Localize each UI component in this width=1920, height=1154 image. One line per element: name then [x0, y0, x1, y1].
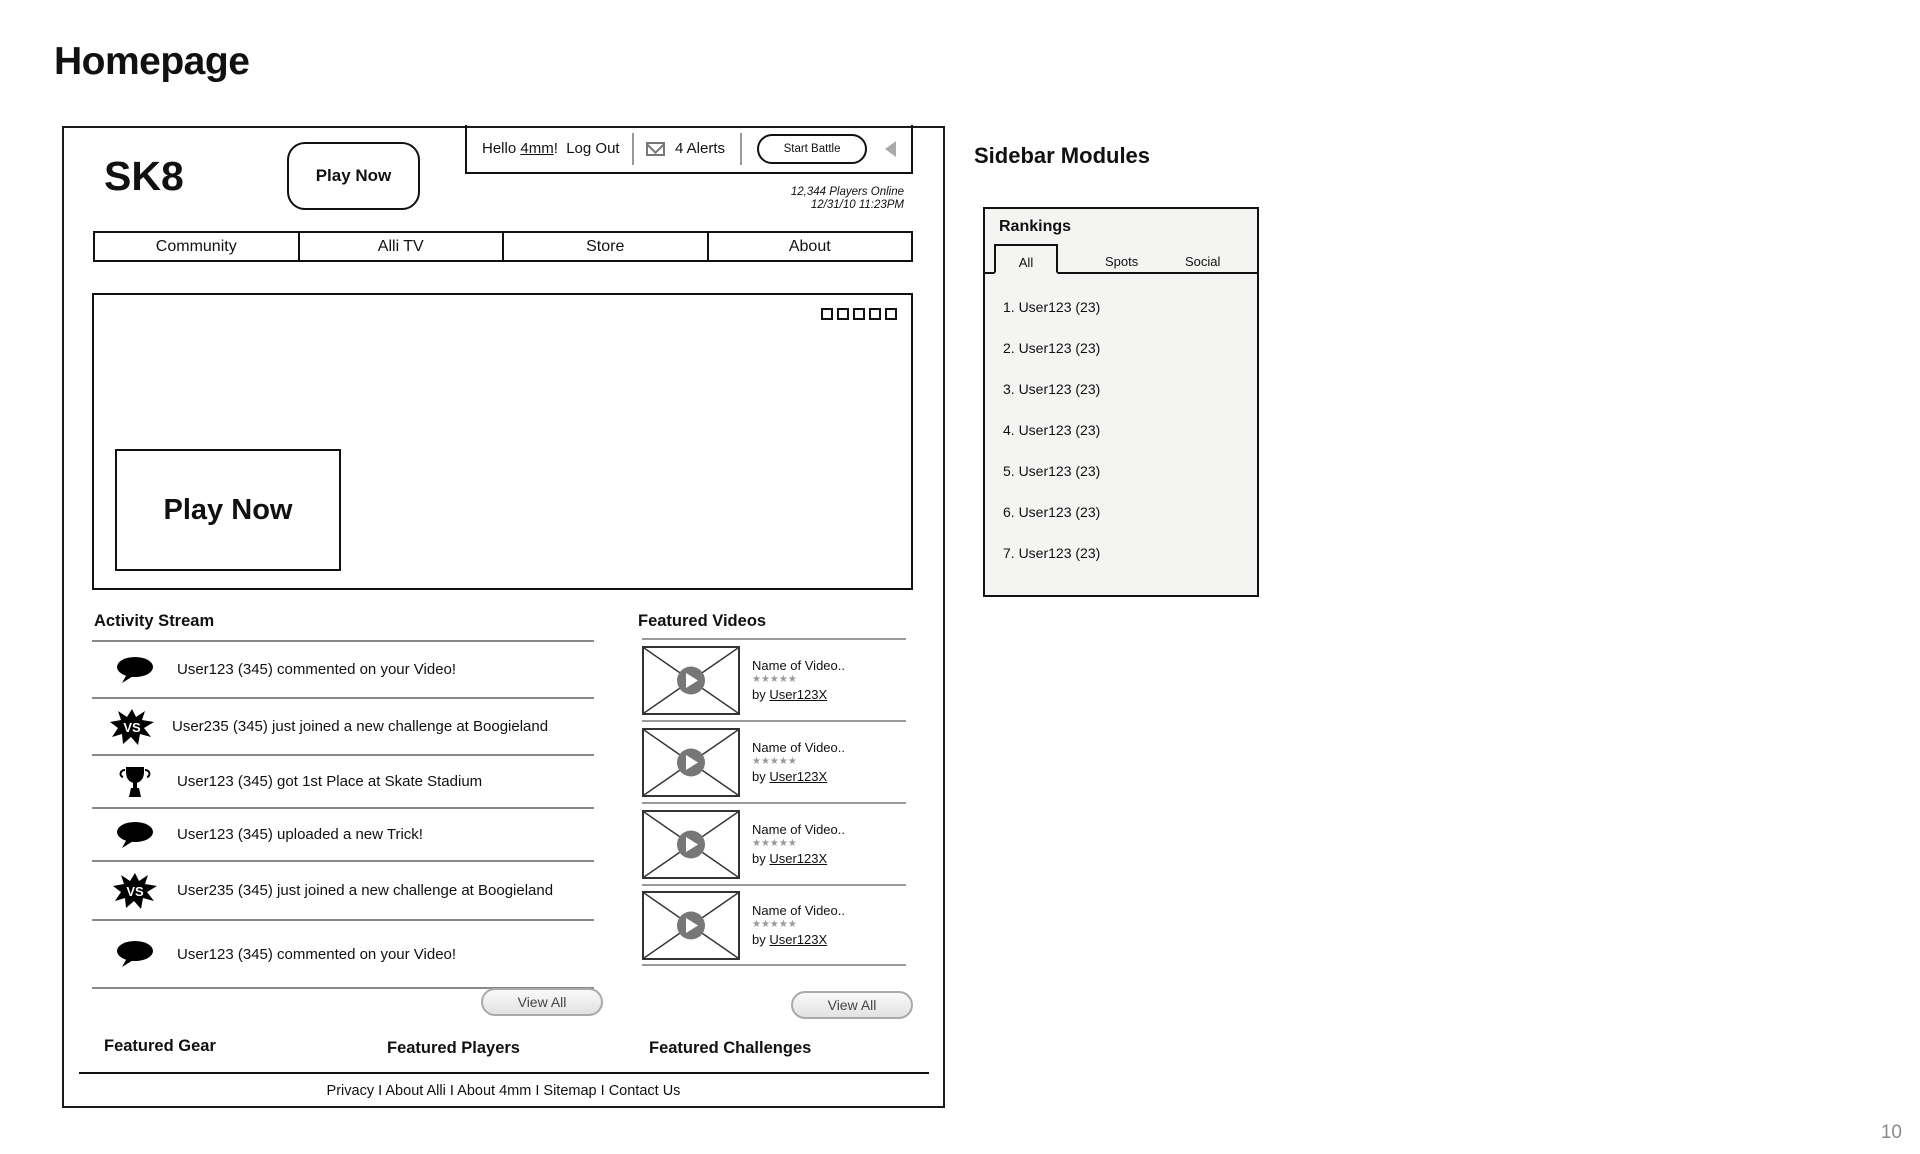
carousel-dot[interactable]	[821, 308, 833, 320]
activity-item	[92, 640, 594, 697]
page-number: 10	[1880, 1122, 1902, 1143]
video-item	[642, 638, 906, 720]
vs-burst-icon	[92, 709, 172, 745]
by-label: by	[752, 932, 770, 947]
featured-gear-heading: Featured Gear	[104, 1037, 216, 1055]
ranking-item[interactable]: 6. User123 (23)	[1003, 504, 1101, 520]
featured-challenges-heading: Featured Challenges	[649, 1039, 812, 1057]
videos-view-all-button[interactable]: View All	[791, 991, 913, 1019]
video-author	[752, 931, 845, 948]
nav-alli-tv[interactable]: Alli TV	[300, 233, 505, 260]
ranking-item[interactable]: 4. User123 (23)	[1003, 422, 1101, 438]
vs-burst-icon	[92, 873, 177, 909]
vs-label: VS	[123, 719, 141, 735]
user-header-bar	[465, 125, 913, 174]
video-name[interactable]: Name of Video..	[752, 903, 845, 918]
speech-bubble-icon	[92, 940, 177, 968]
play-icon	[644, 893, 738, 958]
tab-spots[interactable]: Spots	[1105, 254, 1139, 269]
footer-link-contact-us[interactable]: Contact Us	[608, 1083, 681, 1099]
ranking-item[interactable]: 2. User123 (23)	[1003, 340, 1101, 356]
carousel-dot[interactable]	[853, 308, 865, 320]
rankings-tabs	[985, 244, 1257, 274]
activity-stream-list	[92, 640, 594, 989]
site-logo[interactable]: SK8	[104, 153, 184, 199]
footer-divider	[79, 1072, 929, 1074]
video-author	[752, 768, 845, 785]
author-link[interactable]: User123X	[769, 687, 828, 702]
play-icon	[644, 812, 738, 877]
speech-bubble-icon	[92, 821, 177, 849]
video-thumbnail[interactable]	[642, 810, 740, 879]
author-link[interactable]: User123X	[769, 851, 828, 866]
alerts-label: 4 Alerts	[675, 140, 726, 157]
video-author	[752, 850, 845, 867]
video-item	[642, 884, 906, 966]
sidebar-modules-title: Sidebar Modules	[974, 143, 1151, 168]
author-link[interactable]: User123X	[769, 769, 828, 784]
play-icon	[644, 648, 738, 713]
speech-bubble-icon	[92, 656, 177, 684]
video-author	[752, 686, 845, 703]
footer-links	[62, 1083, 945, 1099]
logout-link[interactable]: Log Out	[566, 140, 620, 157]
nav-store[interactable]: Store	[504, 233, 709, 260]
greeting	[467, 140, 632, 157]
video-item	[642, 802, 906, 884]
star-rating[interactable]: ★★★★★	[752, 838, 797, 849]
video-name[interactable]: Name of Video..	[752, 658, 845, 673]
activity-text: User235 (345) just joined a new challenge at Boogieland	[177, 882, 554, 899]
footer-separator: I	[445, 1083, 458, 1099]
alerts-link[interactable]	[634, 140, 740, 157]
hero-play-now-button[interactable]: Play Now	[115, 449, 341, 571]
nav-community[interactable]: Community	[95, 233, 300, 260]
activity-item	[92, 754, 594, 807]
vs-label: VS	[125, 883, 144, 899]
exclaim-text: !	[553, 140, 558, 157]
main-nav	[93, 231, 913, 262]
envelope-icon	[646, 142, 665, 156]
activity-text: User123 (345) got 1st Place at Skate Stadium	[177, 773, 483, 790]
footer-separator: I	[531, 1083, 544, 1099]
carousel-dots	[821, 308, 897, 320]
rankings-module	[983, 207, 1259, 597]
activity-text: User123 (345) commented on your Video!	[177, 945, 457, 963]
hello-text: Hello	[482, 140, 521, 157]
play-now-button[interactable]: Play Now	[287, 142, 420, 210]
divider	[740, 133, 742, 165]
author-link[interactable]: User123X	[769, 932, 828, 947]
footer-separator: I	[374, 1083, 386, 1099]
activity-item	[92, 697, 594, 754]
footer-separator: I	[596, 1083, 609, 1099]
collapse-arrow-icon[interactable]	[885, 141, 896, 157]
star-rating[interactable]: ★★★★★	[752, 674, 797, 685]
footer-link-sitemap[interactable]: Sitemap	[543, 1083, 597, 1099]
ranking-item[interactable]: 3. User123 (23)	[1003, 381, 1101, 397]
star-rating[interactable]: ★★★★★	[752, 756, 797, 767]
carousel-dot[interactable]	[885, 308, 897, 320]
activity-item	[92, 919, 594, 989]
ranking-item[interactable]: 7. User123 (23)	[1003, 545, 1101, 561]
hero-carousel	[92, 293, 913, 590]
ranking-item[interactable]: 1. User123 (23)	[1003, 299, 1101, 315]
nav-about[interactable]: About	[788, 237, 831, 255]
footer-link-about-alli[interactable]: About Alli	[385, 1083, 446, 1099]
trophy-icon	[92, 766, 177, 798]
activity-stream-heading: Activity Stream	[94, 612, 215, 630]
video-thumbnail[interactable]	[642, 728, 740, 797]
featured-players-heading: Featured Players	[387, 1039, 520, 1057]
video-thumbnail[interactable]	[642, 891, 740, 960]
footer-link-about-4mm[interactable]: About 4mm	[457, 1083, 532, 1099]
rankings-list	[1003, 299, 1100, 586]
carousel-dot[interactable]	[837, 308, 849, 320]
tab-all[interactable]: All	[994, 244, 1058, 274]
username-link[interactable]: 4mm	[520, 140, 554, 157]
start-battle-button[interactable]: Start Battle	[757, 134, 867, 164]
rankings-title: Rankings	[999, 218, 1072, 235]
video-item	[642, 720, 906, 802]
activity-view-all-button[interactable]: View All	[481, 988, 603, 1016]
activity-text: User123 (345) commented on your Video!	[177, 661, 457, 678]
video-name[interactable]: Name of Video..	[752, 740, 845, 755]
video-thumbnail[interactable]	[642, 646, 740, 715]
footer-link-privacy[interactable]: Privacy	[326, 1083, 375, 1099]
by-label: by	[752, 769, 770, 784]
ranking-item[interactable]: 5. User123 (23)	[1003, 463, 1101, 479]
page-title: Homepage	[54, 40, 250, 83]
activity-item	[92, 807, 594, 860]
current-datetime: 12/31/10 11:23PM	[810, 199, 904, 211]
activity-text: User235 (345) just joined a new challenge at Boogieland	[172, 718, 549, 735]
activity-item	[92, 860, 594, 919]
by-label: by	[752, 687, 770, 702]
players-online: 12,344 Players Online	[790, 186, 904, 198]
tab-social[interactable]: Social	[1185, 254, 1221, 269]
star-rating[interactable]: ★★★★★	[752, 919, 797, 930]
carousel-dot[interactable]	[869, 308, 881, 320]
video-name[interactable]: Name of Video..	[752, 822, 845, 837]
activity-text: User123 (345) uploaded a new Trick!	[177, 826, 423, 843]
online-status	[791, 186, 904, 212]
by-label: by	[752, 851, 770, 866]
featured-videos-list	[642, 638, 906, 966]
featured-videos-heading: Featured Videos	[638, 612, 767, 630]
play-icon	[644, 730, 738, 795]
